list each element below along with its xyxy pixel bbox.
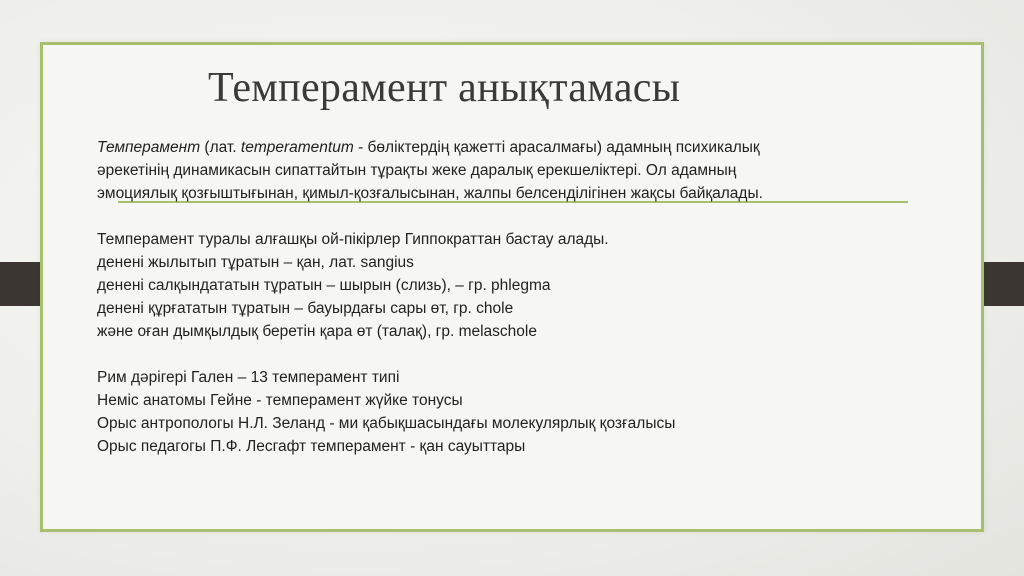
humor-line-yellow-bile: денені құрғататын тұратын – бауырдағы сары өт, гр. chole (97, 300, 514, 317)
paragraph-gap (97, 343, 897, 366)
scholar-line-zeland: Орыс антропологы Н.Л. Зеланд - ми қабықшасындағы молекулярлық қозғалысы (97, 415, 676, 432)
definition-line-3: эмоциялық қозғыштығынан, қимыл-қозғалысынан, жалпы белсенділігінен жақсы байқалады. (97, 185, 763, 202)
scholar-line-heine: Неміс анатомы Гейне - темперамент жүйке тонусы (97, 392, 463, 409)
definition-term: Темперамент (97, 139, 201, 156)
definition-line-2: әрекетінің динамикасын сипаттайтын тұрақты жеке даралық ерекшеліктері. Ол адамның (97, 162, 737, 179)
definition-latin-word: temperamentum (240, 139, 354, 156)
humor-line-phlegm: денені салқындататын тұратын – шырын (слизь), – гр. phlegma (97, 277, 551, 294)
slide-title: Темперамент анықтамасы (208, 65, 681, 111)
hippocrates-line: Темперамент туралы алғашқы ой-пікірлер Гиппократтан бастау алады. (97, 231, 609, 248)
scholar-line-lesgaft: Орыс педагогы П.Ф. Лесгафт темперамент - қан сауыттары (97, 438, 526, 455)
paragraph-gap (97, 205, 897, 228)
humor-line-blood: денені жылытып тұратын – қан, лат. sangius (97, 254, 414, 271)
definition-line-1-rest: - бөліктердің қажетті арасалмағы) адамның психикалық (353, 139, 760, 156)
definition-line-1 (97, 136, 897, 159)
slide-body (97, 136, 897, 458)
humor-line-black-bile: және оған дымқылдық беретін қара өт (талақ), гр. melaschole (97, 323, 537, 340)
scholar-line-galen: Рим дәрігері Гален – 13 темперамент типі (97, 369, 400, 386)
definition-latin-prefix: (лат. (200, 139, 241, 156)
